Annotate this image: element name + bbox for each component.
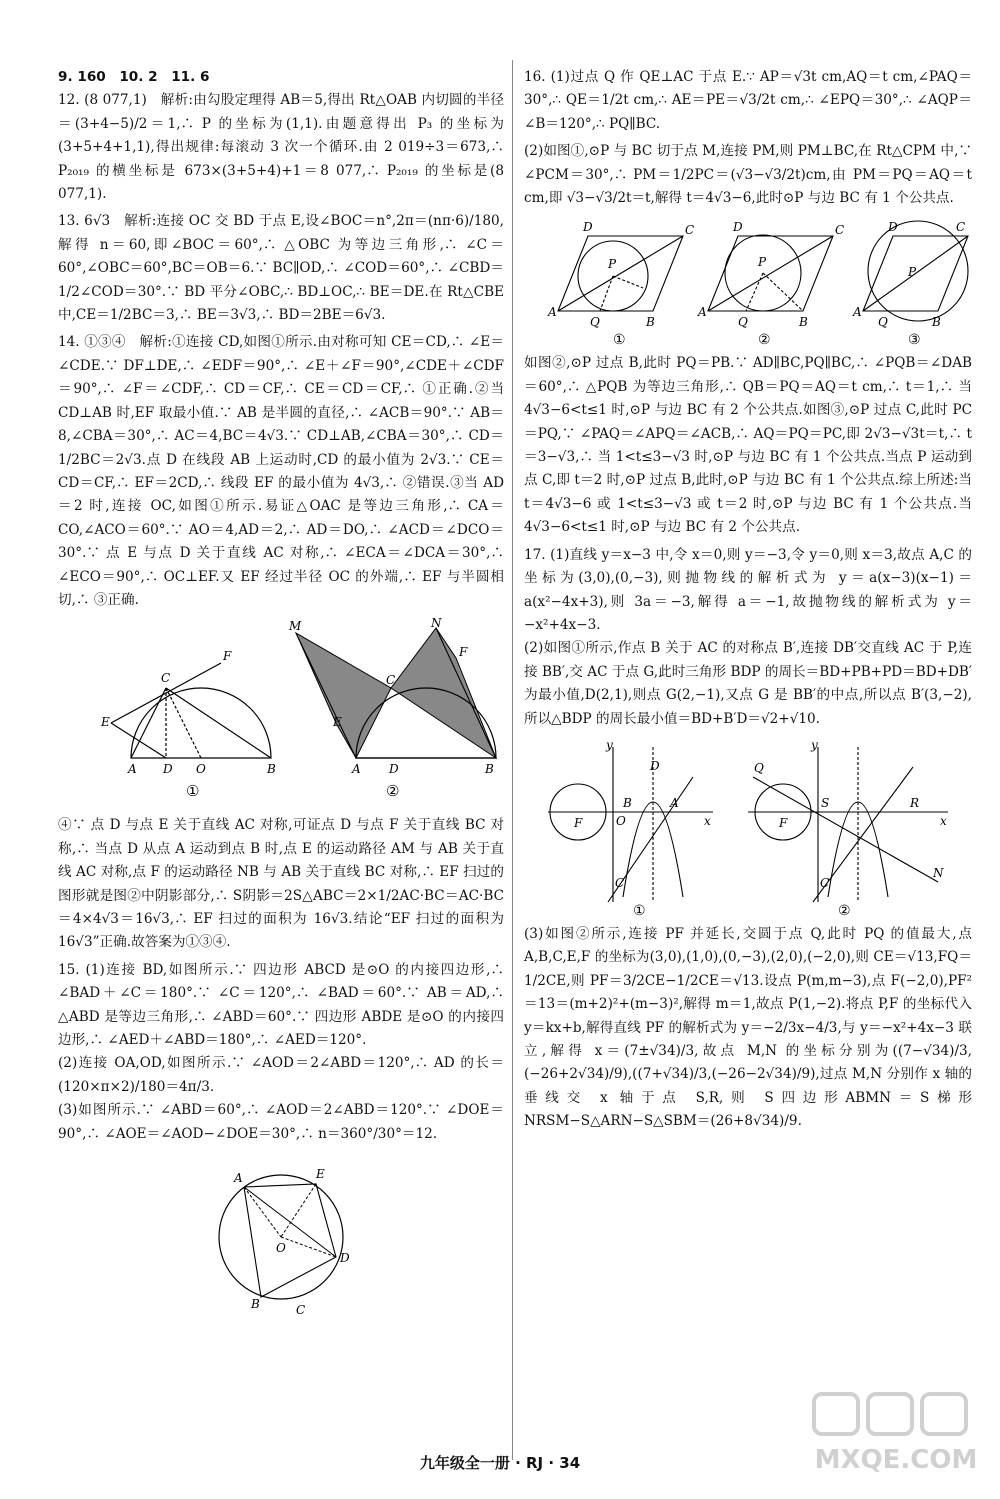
svg-text:A: A: [698, 305, 707, 320]
svg-text:B: B: [799, 315, 808, 330]
left-column: [58, 66, 504, 1328]
svg-text:S: S: [821, 795, 830, 810]
svg-text:D: D: [583, 220, 593, 235]
inscribed-quadrilateral-figure: [196, 1152, 366, 1322]
answer-15-part1: 15. (1)连接 BD,如图所示.∵ 四边形 ABCD 是⊙O 的内接四边形,∴ ∠BAD＋∠C＝180°.∵ ∠C＝120°,∴ ∠BAD＝60°.∵ AB＝AD,∴ △ABD 是等边三角形,∴ ∠ABD＝60°.∵ 四边形 ABDE 是⊙O 的内接四边形,∴ ∠AED＋∠ABD＝180°,∴ ∠AED＝120°.: [58, 961, 504, 1048]
svg-text:C: C: [820, 875, 830, 890]
svg-text:R: R: [910, 795, 920, 810]
semicircle-figures: [71, 616, 494, 808]
svg-text:D: D: [888, 220, 898, 235]
answer-15-part2: (2)连接 OA,OD,如图所示.∵ ∠AOD＝2∠ABD＝120°,∴ AD 的长＝(120×π×2)/180＝4π/3.: [58, 1055, 504, 1095]
figure-label: ①: [633, 902, 646, 919]
svg-text:D: D: [163, 762, 173, 777]
answer-14: 14. ①③④ 解析:①连接 CD,如图①所示.由对称可知 CE＝CD,∴ ∠E＝∠CDE.∵ DF⊥DE,∴ ∠EDF＝90°,∴ ∠E＋∠F＝90°,∠CDE＋∠CDF＝90°,∴ ∠F＝∠CDF,∴ CD＝CF,∴ CE＝CD＝CF,∴ ①正确.②当 CD⊥AB 时,EF 取最小值.∵ AB 是半圆的直径,∴ ∠ACB＝90°.∵ AB＝8,∠CBA＝30°,∴ AC＝4,BC＝4√3.∵ CD⊥AB,∠CBA＝30°,∴ CD＝1/2BC＝2√3.点 D 在线段 AB 上运动时,CD 的最小值为 2√3.∵ CE＝CD＝CF,∴ EF＝2CD,∴ 线段 EF 的最小值为 4√3,∴ ②错误.③当 AD＝2 时,连接 OC,如图①所示.易证△OAC 是等边三角形,∴ CA＝CO,∠ACO＝60°.∵ AO＝4,AD＝2,∴ AD＝DO,∴ ∠ACD＝∠DCO＝30°.∵ 点 E 与点 D 关于直线 AC 对称,∴ ∠ECA＝∠DCA＝30°,∴ ∠ECO＝90°,∴ OC⊥EF.又 EF 经过半径 OC 的外端,∴ EF 与半圆相切,∴ ③正确.: [58, 334, 504, 608]
svg-text:N: N: [431, 616, 442, 631]
svg-text:B: B: [485, 762, 494, 777]
answer-16-part1: 16. (1)过点 Q 作 QE⊥AC 于点 E.∵ AP＝√3t cm,AQ＝t cm,∠PAQ＝30°,∴ QE＝1/2t cm,∴ AE＝PE＝√3/2t cm,∴ ∠EPQ＝30°,∴ ∠AQP＝∠B＝120°,∴ PQ∥BC.: [524, 69, 972, 132]
svg-text:B: B: [251, 1297, 260, 1312]
parabola-figure-2: [748, 747, 948, 902]
svg-text:x: x: [704, 813, 711, 828]
page-footer: 九年级全一册 · RJ · 34: [419, 1454, 581, 1472]
svg-text:B: B: [267, 762, 276, 777]
answer-16-part3: 如图②,⊙P 过点 B,此时 PQ＝PB.∵ AD∥BC,PQ∥BC,∴ ∠PQB＝∠DAB＝60°,∴ △PQB 为等边三角形,∴ QB＝PQ＝AQ＝t cm,∴ t＝1,∴ 当 4√3−6<t≤1 时,⊙P 与边 BC 有 2 个公共点.如图③,⊙P 过点 C,此时 PC＝PQ,∵ ∠PAQ＝∠APQ＝∠ACB,∴ AQ＝PQ＝PC,即 2√3−√3t＝t,∴ t＝3−√3,∴ 当 1<t≤3−√3 时,⊙P 与边 BC 有 1 个公共点.当点 P 运动到点 C,即 t＝2 时,⊙P 过点 B,此时,⊙P 与边 BC 有 1 个公共点.综上所述:当 t＝4√3−6 或 1<t≤3−√3 或 t＝2 时,⊙P 与边 BC 有 1 个公共点.当 4√3−6<t≤1 时,⊙P 与边 BC 有 2 个公共点.: [524, 355, 972, 536]
svg-text:x: x: [940, 813, 947, 828]
semicircle-figure-1: [111, 663, 271, 758]
svg-text:P: P: [758, 255, 767, 270]
svg-text:E: E: [316, 1167, 325, 1182]
svg-text:A: A: [853, 305, 862, 320]
svg-text:C: C: [956, 220, 966, 235]
right-column: [524, 66, 972, 1134]
answer-17-part2: (2)如图①所示,作点 B 关于 AC 的对称点 B′,连接 DB′交直线 AC 于 P,连接 BB′,交 AC 于点 G,此时三角形 BDP 的周长＝BD+PB+PD＝BD+DB′为最小值,D(2,1),则点 G(2,−1),又点 G 是 BB′的中点,所以点 B′(3,−2),所以△BDP 的周长最小值＝BD+B′D＝√2+√10.: [524, 640, 972, 727]
answer-12: 12. (8 077,1) 解析:由勾股定理得 AB＝5,得出 Rt△OAB 内切圆的半径＝(3+4−5)/2＝1,∴ P 的坐标为(1,1).由题意得出 P₃ 的坐标为(3+5+4+1,1),得出规律:每滚动 3 次一个循环.由 2 019÷3＝673,∴ P₂₀₁₉ 的横坐标是 673×(3+5+4)+1＝8 077,∴ P₂₀₁₉ 的坐标是(8 077,1).: [58, 92, 504, 203]
svg-text:A: A: [352, 762, 361, 777]
svg-text:D: D: [733, 220, 743, 235]
answer-17-part1: 17. (1)直线 y＝x−3 中,令 x＝0,则 y＝−3,令 y＝0,则 x＝3,故点 A,C 的坐标为(3,0),(0,−3),则抛物线的解析式为 y＝a(x−3)(x−1)＝a(x²−4x+3),则 3a＝−3,解得 a＝−1,故抛物线的解析式为 y＝−x²+4x−3.: [524, 546, 972, 633]
answer-9-11: 9. 160 10. 2 11. 6: [58, 69, 210, 85]
answer-15-part3: (3)如图所示.∵ ∠ABD＝60°,∴ ∠AOD＝2∠ABD＝120°.∵ ∠DOE＝90°,∴ ∠AOE＝∠AOD−∠DOE＝30°,∴ n＝360°/30°＝12.: [58, 1102, 504, 1142]
svg-text:C: C: [386, 673, 396, 688]
svg-text:M: M: [289, 619, 302, 634]
svg-text:A: A: [548, 305, 557, 320]
svg-text:F: F: [223, 649, 232, 664]
rhombus-figure-2: [708, 235, 833, 311]
svg-text:O: O: [616, 813, 626, 828]
figure-label: ②: [838, 902, 851, 919]
svg-text:C: C: [296, 1303, 306, 1318]
answer-14-part4: ④∵ 点 D 与点 E 关于直线 AC 对称,可证点 D 与点 F 关于直线 BC 对称,∴ 当点 D 从点 A 运动到点 B 时,点 E 的运动路径 AM 与 AB 关于直线 AC 对称,点 F 的运动路径 NB 与 AB 关于直线 BC 对称,∴ EF 扫过的图形就是图②中阴影部分,∴ S阴影＝2S△ABC＝2×1/2AC·BC＝AC·BC＝4×4√3＝16√3,∴ EF 扫过的面积为 16√3.结论“EF 扫过的面积为 16√3”正确.故答案为①③④.: [58, 817, 504, 951]
svg-text:D: D: [340, 1251, 350, 1266]
svg-text:D: D: [650, 758, 660, 773]
figure-label: ②: [758, 332, 771, 349]
svg-text:Q: Q: [738, 315, 748, 330]
svg-text:F: F: [779, 815, 788, 830]
svg-text:C: C: [835, 223, 845, 238]
svg-text:A: A: [234, 1171, 243, 1186]
rhombus-figure-1: [558, 236, 683, 311]
column-divider: [512, 60, 513, 1460]
svg-text:Q: Q: [590, 315, 600, 330]
svg-text:O: O: [196, 762, 206, 777]
svg-text:O: O: [276, 1241, 286, 1256]
svg-text:A: A: [128, 762, 137, 777]
svg-text:C: C: [685, 223, 695, 238]
parabola-figures: [538, 737, 958, 917]
svg-text:N: N: [933, 865, 944, 880]
svg-text:B: B: [646, 315, 655, 330]
answer-16-part2: (2)如图①,⊙P 与 BC 切于点 M,连接 PM,则 PM⊥BC,在 Rt△CPM 中,∵ ∠PCM＝30°,∴ PM＝1/2PC＝(√3−√3/2t)cm,由 PM＝PQ＝AQ＝t cm,即 √3−√3/2t＝t,解得 t＝4√3−6,此时⊙P 与边 BC 有 1 个公共点.: [524, 143, 972, 207]
answer-17-part3: (3)如图②所示,连接 PF 并延长,交圆于点 Q,此时 PQ 的值最大,点 A,B,C,E,F 的坐标为(3,0),(1,0),(0,−3),(2,0),(−2,0),则 CE＝√13,FQ＝1/2CE,则 PF＝3/2CE−1/2CE＝√13.设点 P(m,m−3),点 F(−2,0),PF²＝13＝(m+2)²+(m−3)²,解得 m＝1,故点 P(1,−2).将点 P,F 的坐标代入 y＝kx+b,解得直线 PF 的解析式为 y＝−2/3x−4/3,与 y＝−x²+4x−3 联立,解得 x＝(7±√34)/3,故点 M,N 的坐标分别为((7−√34)/3,(−26+2√34)/9),((7+√34)/3,(−26−2√34)/9),过点 M,N 分别作 x 轴的垂线交 x 轴于点 S,R,则 S四边形ABMN＝S梯形NRSM−S△ARN−S△SBM＝(26+8√34)/9.: [524, 925, 972, 1130]
svg-text:E: E: [333, 715, 342, 730]
watermark-logo: [806, 1386, 986, 1481]
svg-text:Q: Q: [754, 760, 764, 775]
svg-text:B: B: [623, 795, 632, 810]
svg-text:B: B: [932, 315, 941, 330]
figure-label: ①: [613, 332, 626, 349]
svg-text:F: F: [459, 645, 468, 660]
svg-text:D: D: [389, 762, 399, 777]
svg-text:E: E: [101, 715, 110, 730]
watermark-text: MXQE.COM: [814, 1445, 978, 1475]
svg-text:C: C: [161, 671, 171, 686]
svg-text:A: A: [670, 795, 679, 810]
svg-text:F: F: [574, 815, 583, 830]
svg-text:y: y: [811, 737, 818, 752]
svg-text:y: y: [606, 737, 613, 752]
parabola-figure-1: [548, 747, 713, 902]
svg-text:P: P: [608, 257, 617, 272]
figure-label: ③: [908, 332, 921, 349]
figure-label: ①: [186, 782, 200, 801]
answer-13: 13. 6√3 解析:连接 OC 交 BD 于点 E,设∠BOC＝n°,2π＝(nπ·6)/180,解得 n＝60,即∠BOC＝60°,∴ △OBC 为等边三角形,∴ ∠C＝60°,∠OBC＝60°,BC＝OB＝6.∵ BC∥OD,∴ ∠COD＝60°,∴ ∠CBD＝1/2∠COD＝30°.∵ BD 平分∠OBC,∴ BD⊥OC,∴ BE＝DE.在 Rt△CBE 中,CE＝1/2BC＝3,∴ BE＝3√3,∴ BD＝2BE＝6√3.: [58, 213, 504, 324]
svg-text:P: P: [908, 265, 917, 280]
rhombus-circle-figures: [528, 216, 968, 349]
svg-text:C: C: [615, 875, 625, 890]
figure-label: ②: [386, 782, 400, 801]
svg-text:Q: Q: [878, 315, 888, 330]
